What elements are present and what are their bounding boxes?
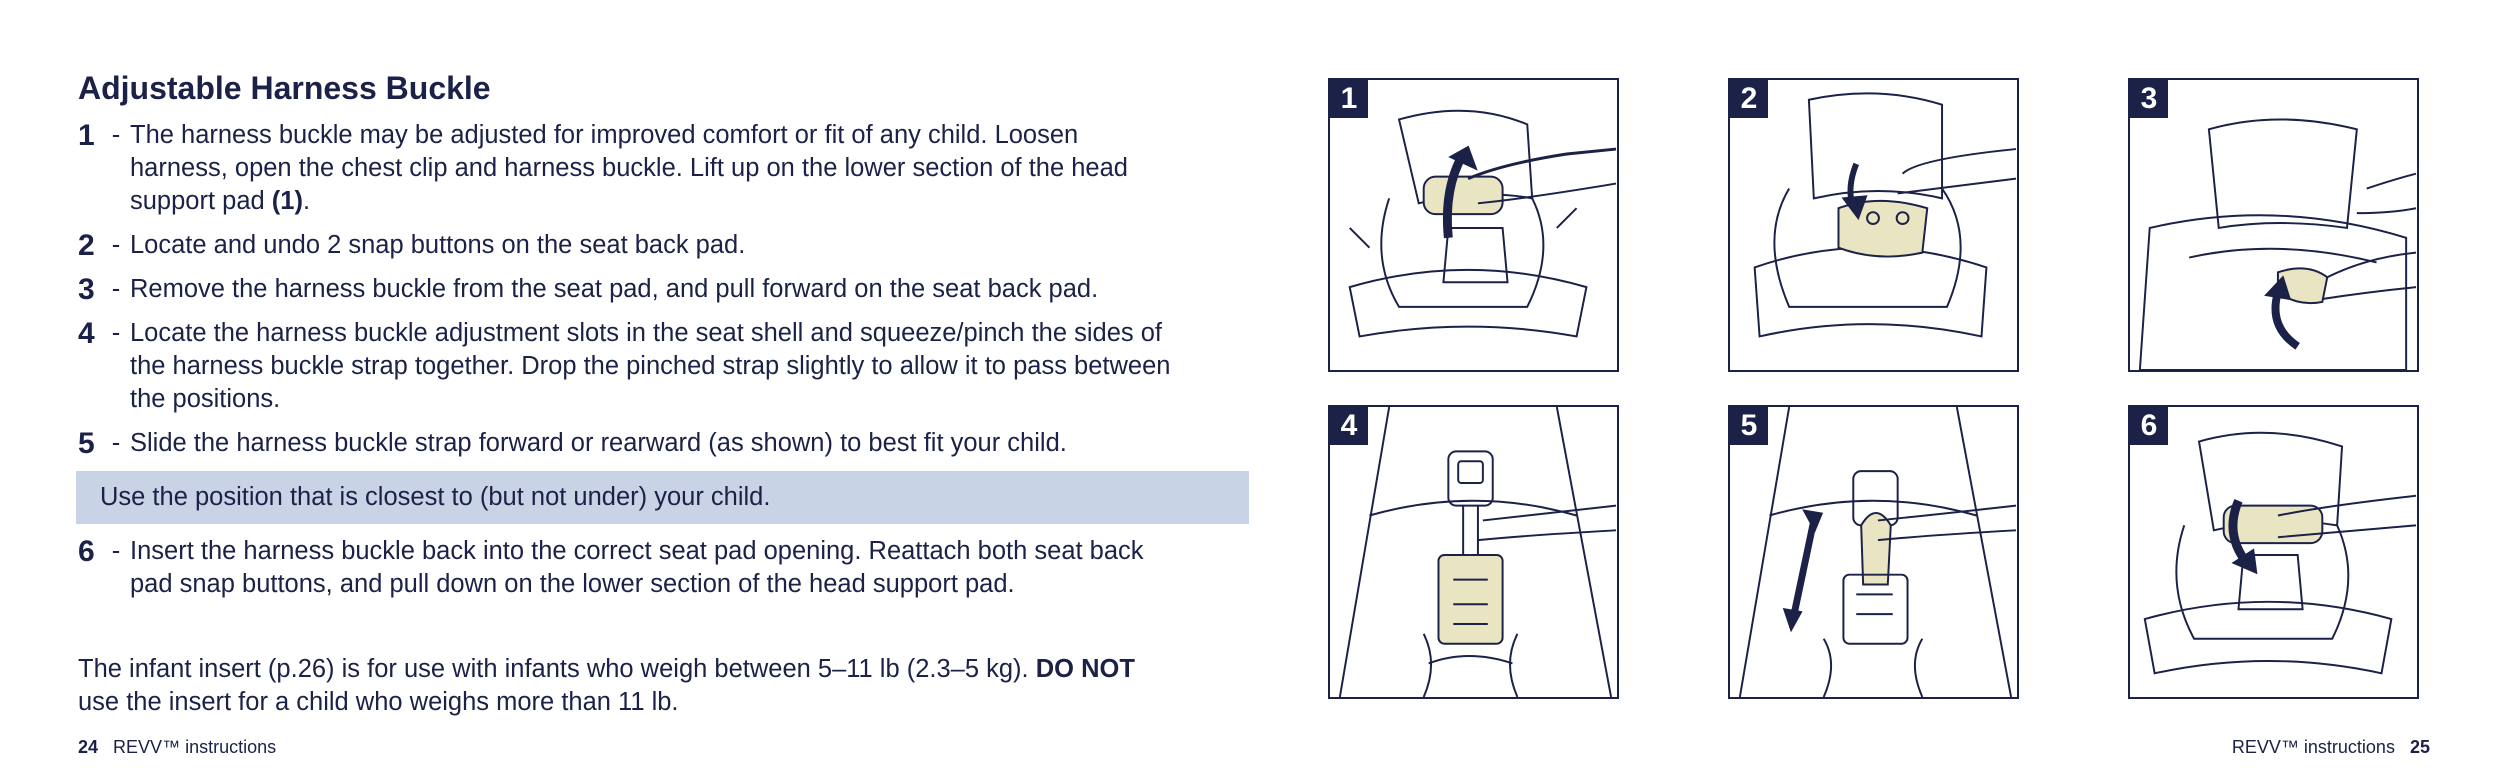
step-1: [78, 119, 1178, 218]
page-number: 24: [78, 737, 99, 757]
step-number: 4: [78, 317, 95, 350]
car-seat-illustration: [1730, 80, 2017, 370]
car-seat-illustration: [2130, 80, 2417, 370]
step-5: [78, 427, 1178, 460]
step-dash: -: [111, 275, 121, 303]
step-text: Slide the harness buckle strap forward or rearward (as shown) to best fit your child.: [130, 429, 1067, 457]
step-dash: -: [111, 319, 121, 347]
illustration-panel-4: [1328, 405, 1619, 699]
illustration-panel-1: [1328, 78, 1619, 372]
step-dash: -: [111, 121, 121, 149]
step-text: [130, 119, 1178, 218]
step-4: [78, 317, 1178, 416]
step-text: Remove the harness buckle from the seat pad, and pull forward on the seat back pad.: [130, 275, 1099, 303]
footer-brand: REVV™ instructions: [113, 737, 277, 757]
step-text-part: The harness buckle may be adjusted for improved comfort or fit of any child. Loosen harness, open the chest clip and harness buckle. Lift up on the lower section of the head support pad: [130, 121, 1128, 215]
infant-insert-info: [78, 653, 1158, 719]
step-bold-ref: (1): [271, 187, 303, 215]
illustration-panel-3: [2128, 78, 2419, 372]
step-dash: -: [111, 231, 121, 259]
info-text-2: use the insert for a child who weighs more than 11 lb.: [78, 688, 679, 716]
step-number: 2: [78, 229, 95, 262]
info-text-1: The infant insert (p.26) is for use with infants who weigh between 5–11 lb (2.3–5 kg).: [78, 655, 1036, 683]
step-text: Locate and undo 2 snap buttons on the seat back pad.: [130, 231, 746, 259]
car-seat-illustration: [1330, 80, 1617, 370]
step-3: [78, 273, 1178, 306]
step-text: Locate the harness buckle adjustment slots in the seat shell and squeeze/pinch the sides of the harness buckle strap together. Drop the pinched strap slightly to allow it to pass between the positions.: [130, 319, 1171, 413]
footer-brand: REVV™ instructions: [2231, 737, 2395, 757]
footer-right: [2232, 737, 2430, 758]
panel-number: 2: [1730, 80, 1768, 118]
step-6: [78, 535, 1178, 601]
note-box: Use the position that is closest to (but not under) your child.: [76, 471, 1249, 524]
step-2: [78, 229, 1178, 262]
illustration-panel-6: [2128, 405, 2419, 699]
step-number: 5: [78, 427, 95, 460]
panel-number: 1: [1330, 80, 1368, 118]
step-number: 6: [78, 535, 95, 568]
panel-number: 6: [2130, 407, 2168, 445]
section-heading: Adjustable Harness Buckle: [78, 70, 491, 106]
step-text-end: .: [302, 187, 311, 215]
step-number: 1: [78, 119, 95, 152]
car-seat-illustration: [1730, 407, 2017, 697]
step-number: 3: [78, 273, 95, 306]
instructions-column: [78, 70, 1178, 719]
step-text: Insert the harness buckle back into the correct seat pad opening. Reattach both seat back pad snap buttons, and pull down on the lower section of the head support pad.: [130, 537, 1144, 598]
step-dash: -: [111, 429, 121, 457]
illustration-panel-5: [1728, 405, 2019, 699]
info-warning: DO NOT: [1035, 655, 1135, 683]
panel-number: 4: [1330, 407, 1368, 445]
car-seat-illustration: [2130, 407, 2417, 697]
page-number: 25: [2409, 737, 2430, 757]
footer-left: [78, 737, 276, 758]
panel-number: 3: [2130, 80, 2168, 118]
panel-number: 5: [1730, 407, 1768, 445]
illustration-panel-2: [1728, 78, 2019, 372]
car-seat-illustration: [1330, 407, 1617, 697]
step-dash: -: [111, 537, 121, 565]
